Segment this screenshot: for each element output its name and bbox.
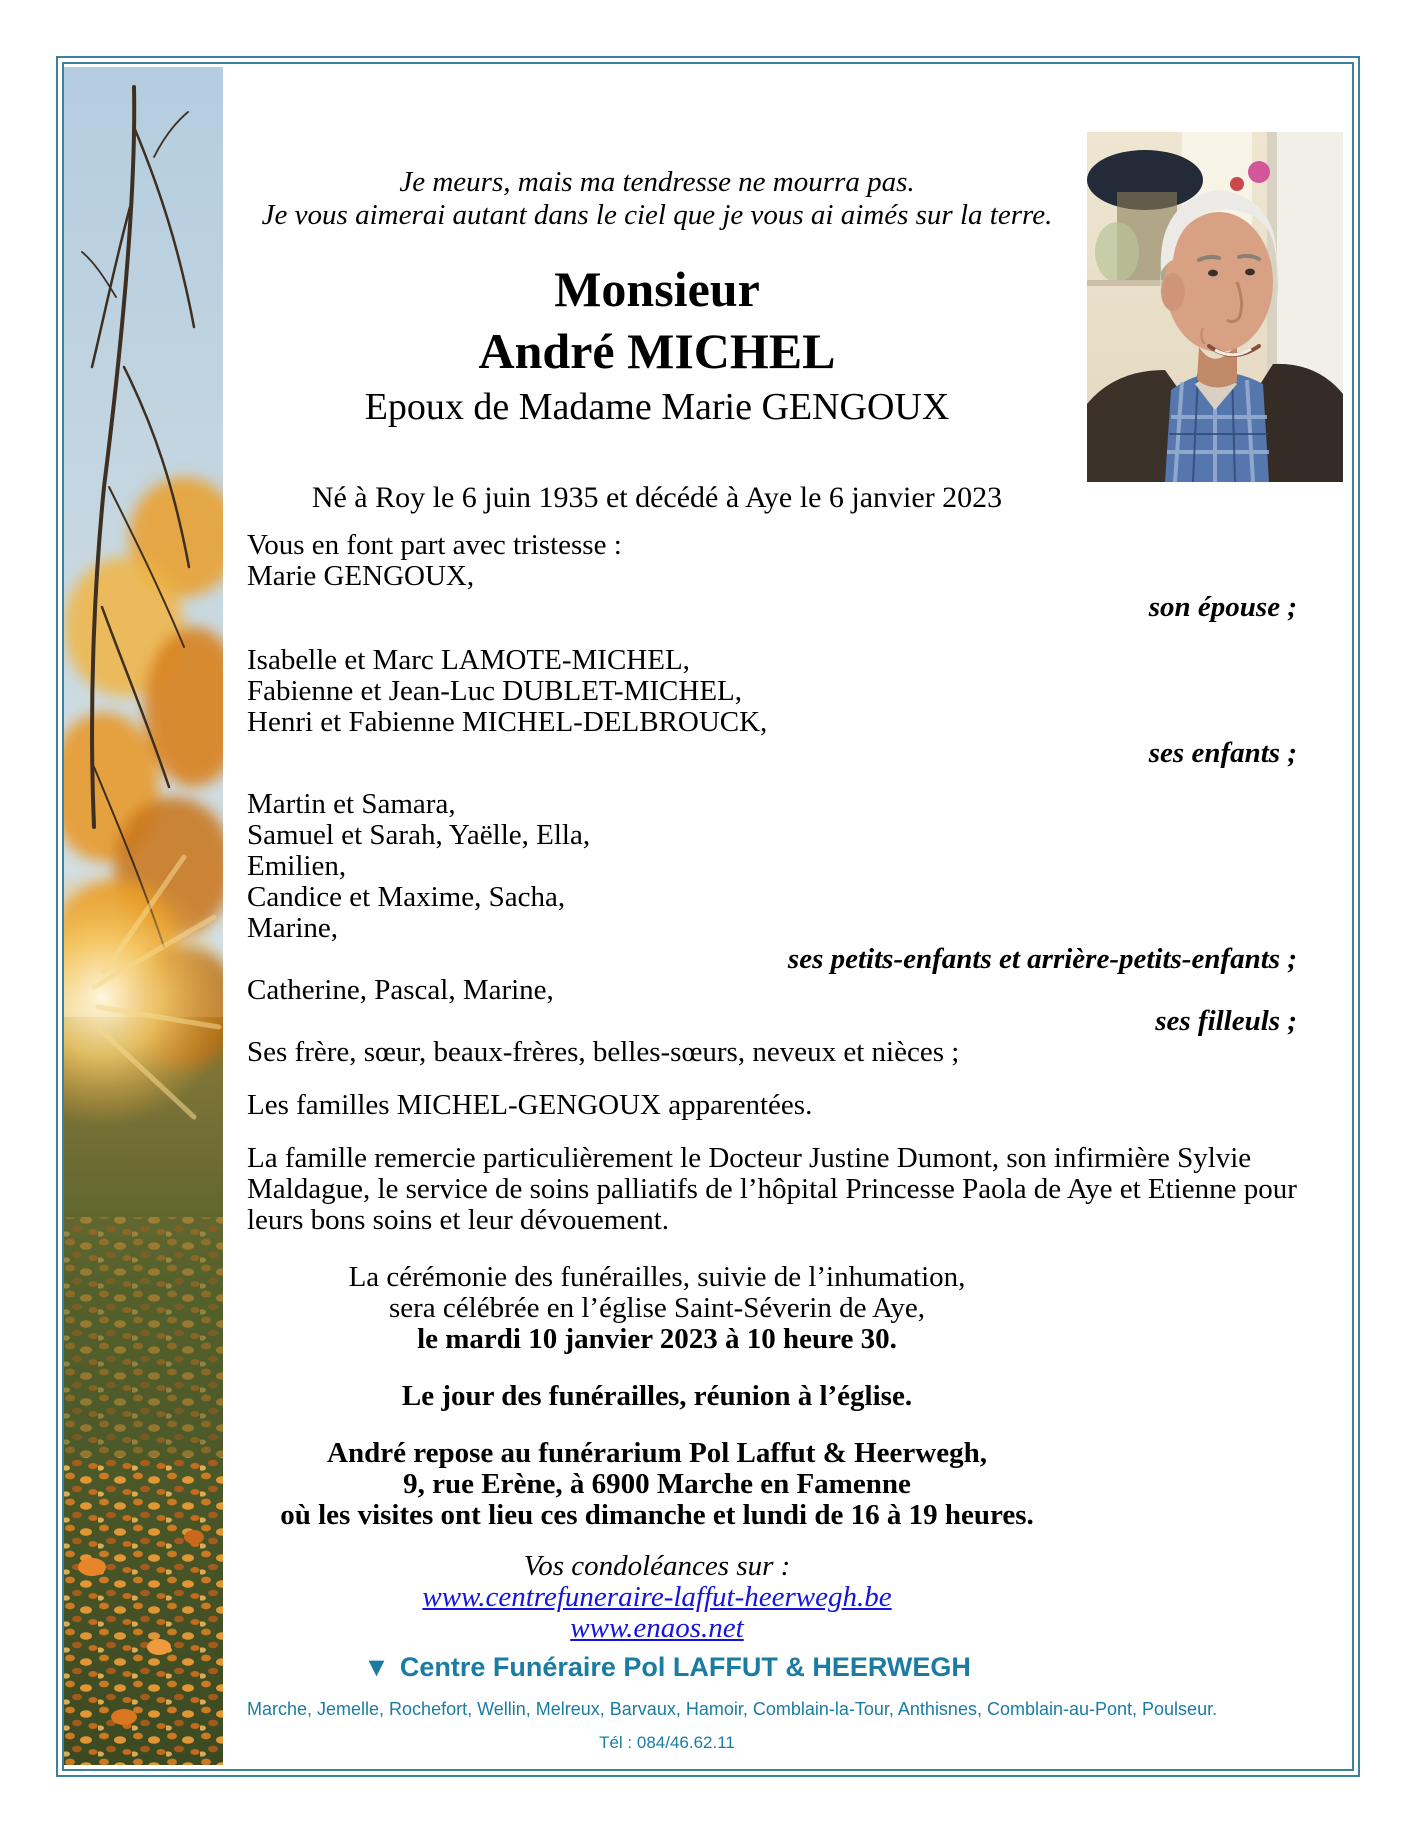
funeral-home-towns: Marche, Jemelle, Rochefort, Wellin, Melreux, Barvaux, Hamoir, Comblain-la-Tour, Anthisnes, Comblain-au-Pont, Poulseur. bbox=[247, 1699, 1218, 1719]
funeral-home-brand bbox=[247, 1650, 1087, 1684]
ceremony-line-1: La cérémonie des funérailles, suivie de l’inhumation, bbox=[348, 1261, 966, 1293]
quote-line-1: Je meurs, mais ma tendresse ne mourra pas. bbox=[399, 166, 915, 198]
relation-label-children: ses enfants ; bbox=[1148, 737, 1297, 769]
quote-line-2: Je vous aimerai autant dans le ciel que je vous ai aimés sur la terre. bbox=[261, 199, 1053, 231]
funeral-home-footer bbox=[247, 1650, 1218, 1753]
ceremony-line-2: sera célébrée en l’église Saint-Séverin de Aye, bbox=[388, 1292, 926, 1324]
title-salutation: Monsieur bbox=[554, 261, 760, 317]
condolences-link-funeral-home[interactable]: www.centrefuneraire-laffut-heerwegh.be bbox=[422, 1581, 892, 1613]
family-member: Samuel et Sarah, Yaëlle, Ella, bbox=[247, 819, 591, 851]
deceased-name: André MICHEL bbox=[478, 323, 836, 379]
repose-line-2: 9, rue Erène, à 6900 Marche en Famenne bbox=[403, 1468, 911, 1500]
family-siblings: Ses frère, sœur, beaux-frères, belles-sœurs, neveux et nièces ; bbox=[247, 1036, 960, 1068]
meeting-line: Le jour des funérailles, réunion à l’église. bbox=[401, 1380, 913, 1412]
brand-name: Centre Funéraire Pol LAFFUT & HEERWEGH bbox=[399, 1652, 971, 1682]
spouse-line: Epoux de Madame Marie GENGOUX bbox=[364, 386, 950, 428]
ceremony-date: le mardi 10 janvier 2023 à 10 heure 30. bbox=[417, 1323, 897, 1355]
family-member: Emilien, bbox=[247, 850, 347, 882]
announcement-intro: Vous en font part avec tristesse : bbox=[247, 529, 622, 561]
repose-line-3: où les visites ont lieu ces dimanche et lundi de 16 à 19 heures. bbox=[280, 1499, 1034, 1531]
autumn-trees-photo bbox=[64, 67, 223, 1765]
family-member: Isabelle et Marc LAMOTE-MICHEL, bbox=[247, 644, 690, 676]
condolences-intro: Vos condoléances sur : bbox=[523, 1550, 791, 1582]
family-member: Catherine, Pascal, Marine, bbox=[247, 974, 554, 1006]
funeral-home-phone: Tél : 084/46.62.11 bbox=[599, 1733, 735, 1752]
condolences-block bbox=[247, 1551, 1067, 1644]
relation-label-spouse: son épouse ; bbox=[1148, 591, 1297, 623]
repose-block bbox=[247, 1438, 1067, 1531]
memorial-quote bbox=[247, 166, 1067, 232]
family-member: Candice et Maxime, Sacha, bbox=[247, 881, 566, 913]
ceremony-block bbox=[247, 1262, 1067, 1355]
family-member: Marine, bbox=[247, 912, 338, 944]
brand-triangle-icon: ▼ bbox=[363, 1652, 390, 1682]
related-families: Les familles MICHEL-GENGOUX apparentées. bbox=[247, 1089, 813, 1121]
repose-line-1: André repose au funérarium Pol Laffut & Heerwegh, bbox=[327, 1437, 987, 1469]
life-dates: Né à Roy le 6 juin 1935 et décédé à Aye le 6 janvier 2023 bbox=[311, 481, 1003, 514]
family-member: Marie GENGOUX, bbox=[247, 560, 475, 592]
announcement-body bbox=[247, 150, 1297, 1644]
family-member: Martin et Samara, bbox=[247, 788, 456, 820]
condolences-link-enaos[interactable]: www.enaos.net bbox=[570, 1612, 744, 1644]
family-member: Fabienne et Jean-Luc DUBLET-MICHEL, bbox=[247, 675, 743, 707]
thanks-paragraph: La famille remercie particulièrement le Docteur Justine Dumont, son infirmière Sylvie Maldague, le service de soins palliatifs de l’hôpital Princesse Paola de Aye et Etienne pour leurs bons soins et leur dévouement. bbox=[247, 1142, 1297, 1236]
relation-label-godchildren: ses filleuls ; bbox=[1155, 1005, 1297, 1037]
relation-label-grandchildren: ses petits-enfants et arrière-petits-enfants ; bbox=[787, 943, 1297, 975]
family-member: Henri et Fabienne MICHEL-DELBROUCK, bbox=[247, 706, 768, 738]
